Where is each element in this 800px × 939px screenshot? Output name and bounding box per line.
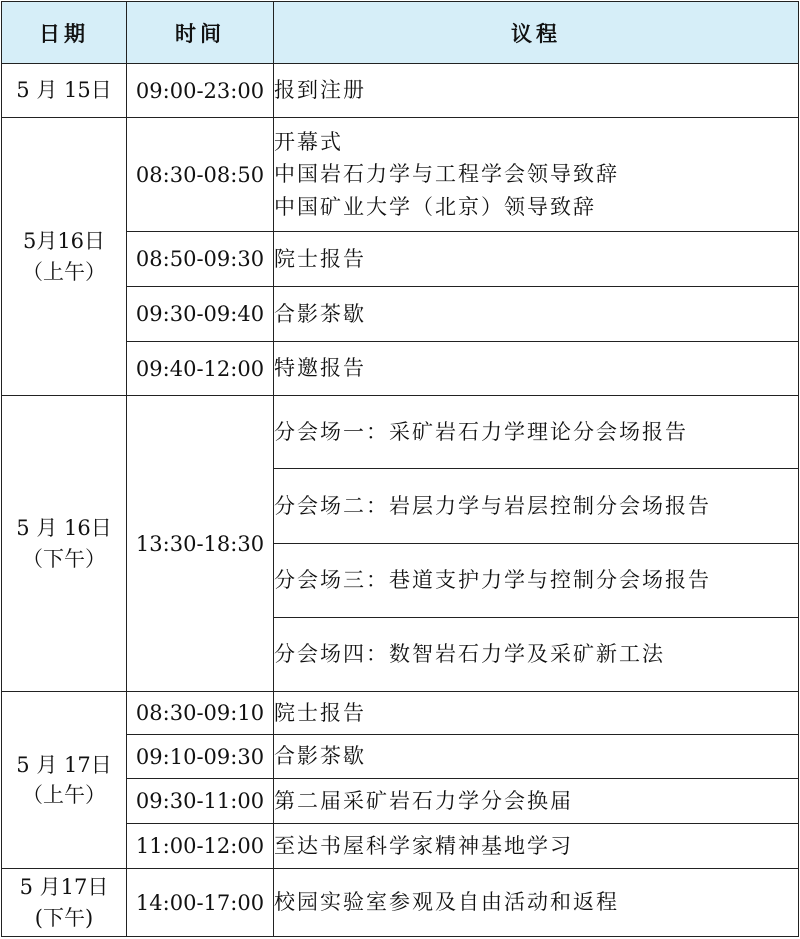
time-cell: 09:30-09:40 [127,287,274,342]
table-row [2,869,799,937]
agenda-cell: 合影茶歇 [274,287,799,342]
agenda-cell: 特邀报告 [274,342,799,396]
time-cell: 14:00-17:00 [127,869,274,937]
date-cell: 5 月 17日 （上午） [2,692,127,869]
time-cell: 09:40-12:00 [127,342,274,396]
agenda-table [1,1,799,937]
agenda-cell: 第二届采矿岩石力学分会换届 [274,779,799,824]
agenda-cell: 校园实验室参观及自由活动和返程 [274,869,799,937]
date-cell: 5 月 15日 [2,64,127,118]
date-cell: 5月16日 （上午） [2,118,127,396]
time-cell: 08:30-09:10 [127,692,274,735]
time-cell: 13:30-18:30 [127,396,274,692]
agenda-cell: 合影茶歇 [274,735,799,779]
time-cell: 08:30-08:50 [127,118,274,232]
time-cell: 09:30-11:00 [127,779,274,824]
date-cell: 5 月 16日 （下午） [2,396,127,692]
table-row [2,692,799,735]
agenda-cell: 报到注册 [274,64,799,118]
agenda-cell: 至达书屋科学家精神基地学习 [274,824,799,869]
table-row [2,396,799,469]
time-cell: 11:00-12:00 [127,824,274,869]
agenda-cell: 院士报告 [274,232,799,287]
time-cell: 08:50-09:30 [127,232,274,287]
agenda-cell: 分会场四：数智岩石力学及采矿新工法 [274,618,799,692]
date-cell: 5 月17日 (下午) [2,869,127,937]
table-row [2,64,799,118]
time-cell: 09:00-23:00 [127,64,274,118]
header-date: 日期 [2,2,127,64]
agenda-cell: 开幕式 中国岩石力学与工程学会领导致辞 中国矿业大学（北京）领导致辞 [274,118,799,232]
header-agenda: 议程 [274,2,799,64]
agenda-cell: 院士报告 [274,692,799,735]
header-row [2,2,799,64]
table-row [2,118,799,232]
agenda-cell: 分会场二：岩层力学与岩层控制分会场报告 [274,469,799,544]
time-cell: 09:10-09:30 [127,735,274,779]
agenda-cell: 分会场三：巷道支护力学与控制分会场报告 [274,544,799,618]
header-time: 时间 [127,2,274,64]
agenda-cell: 分会场一：采矿岩石力学理论分会场报告 [274,396,799,469]
